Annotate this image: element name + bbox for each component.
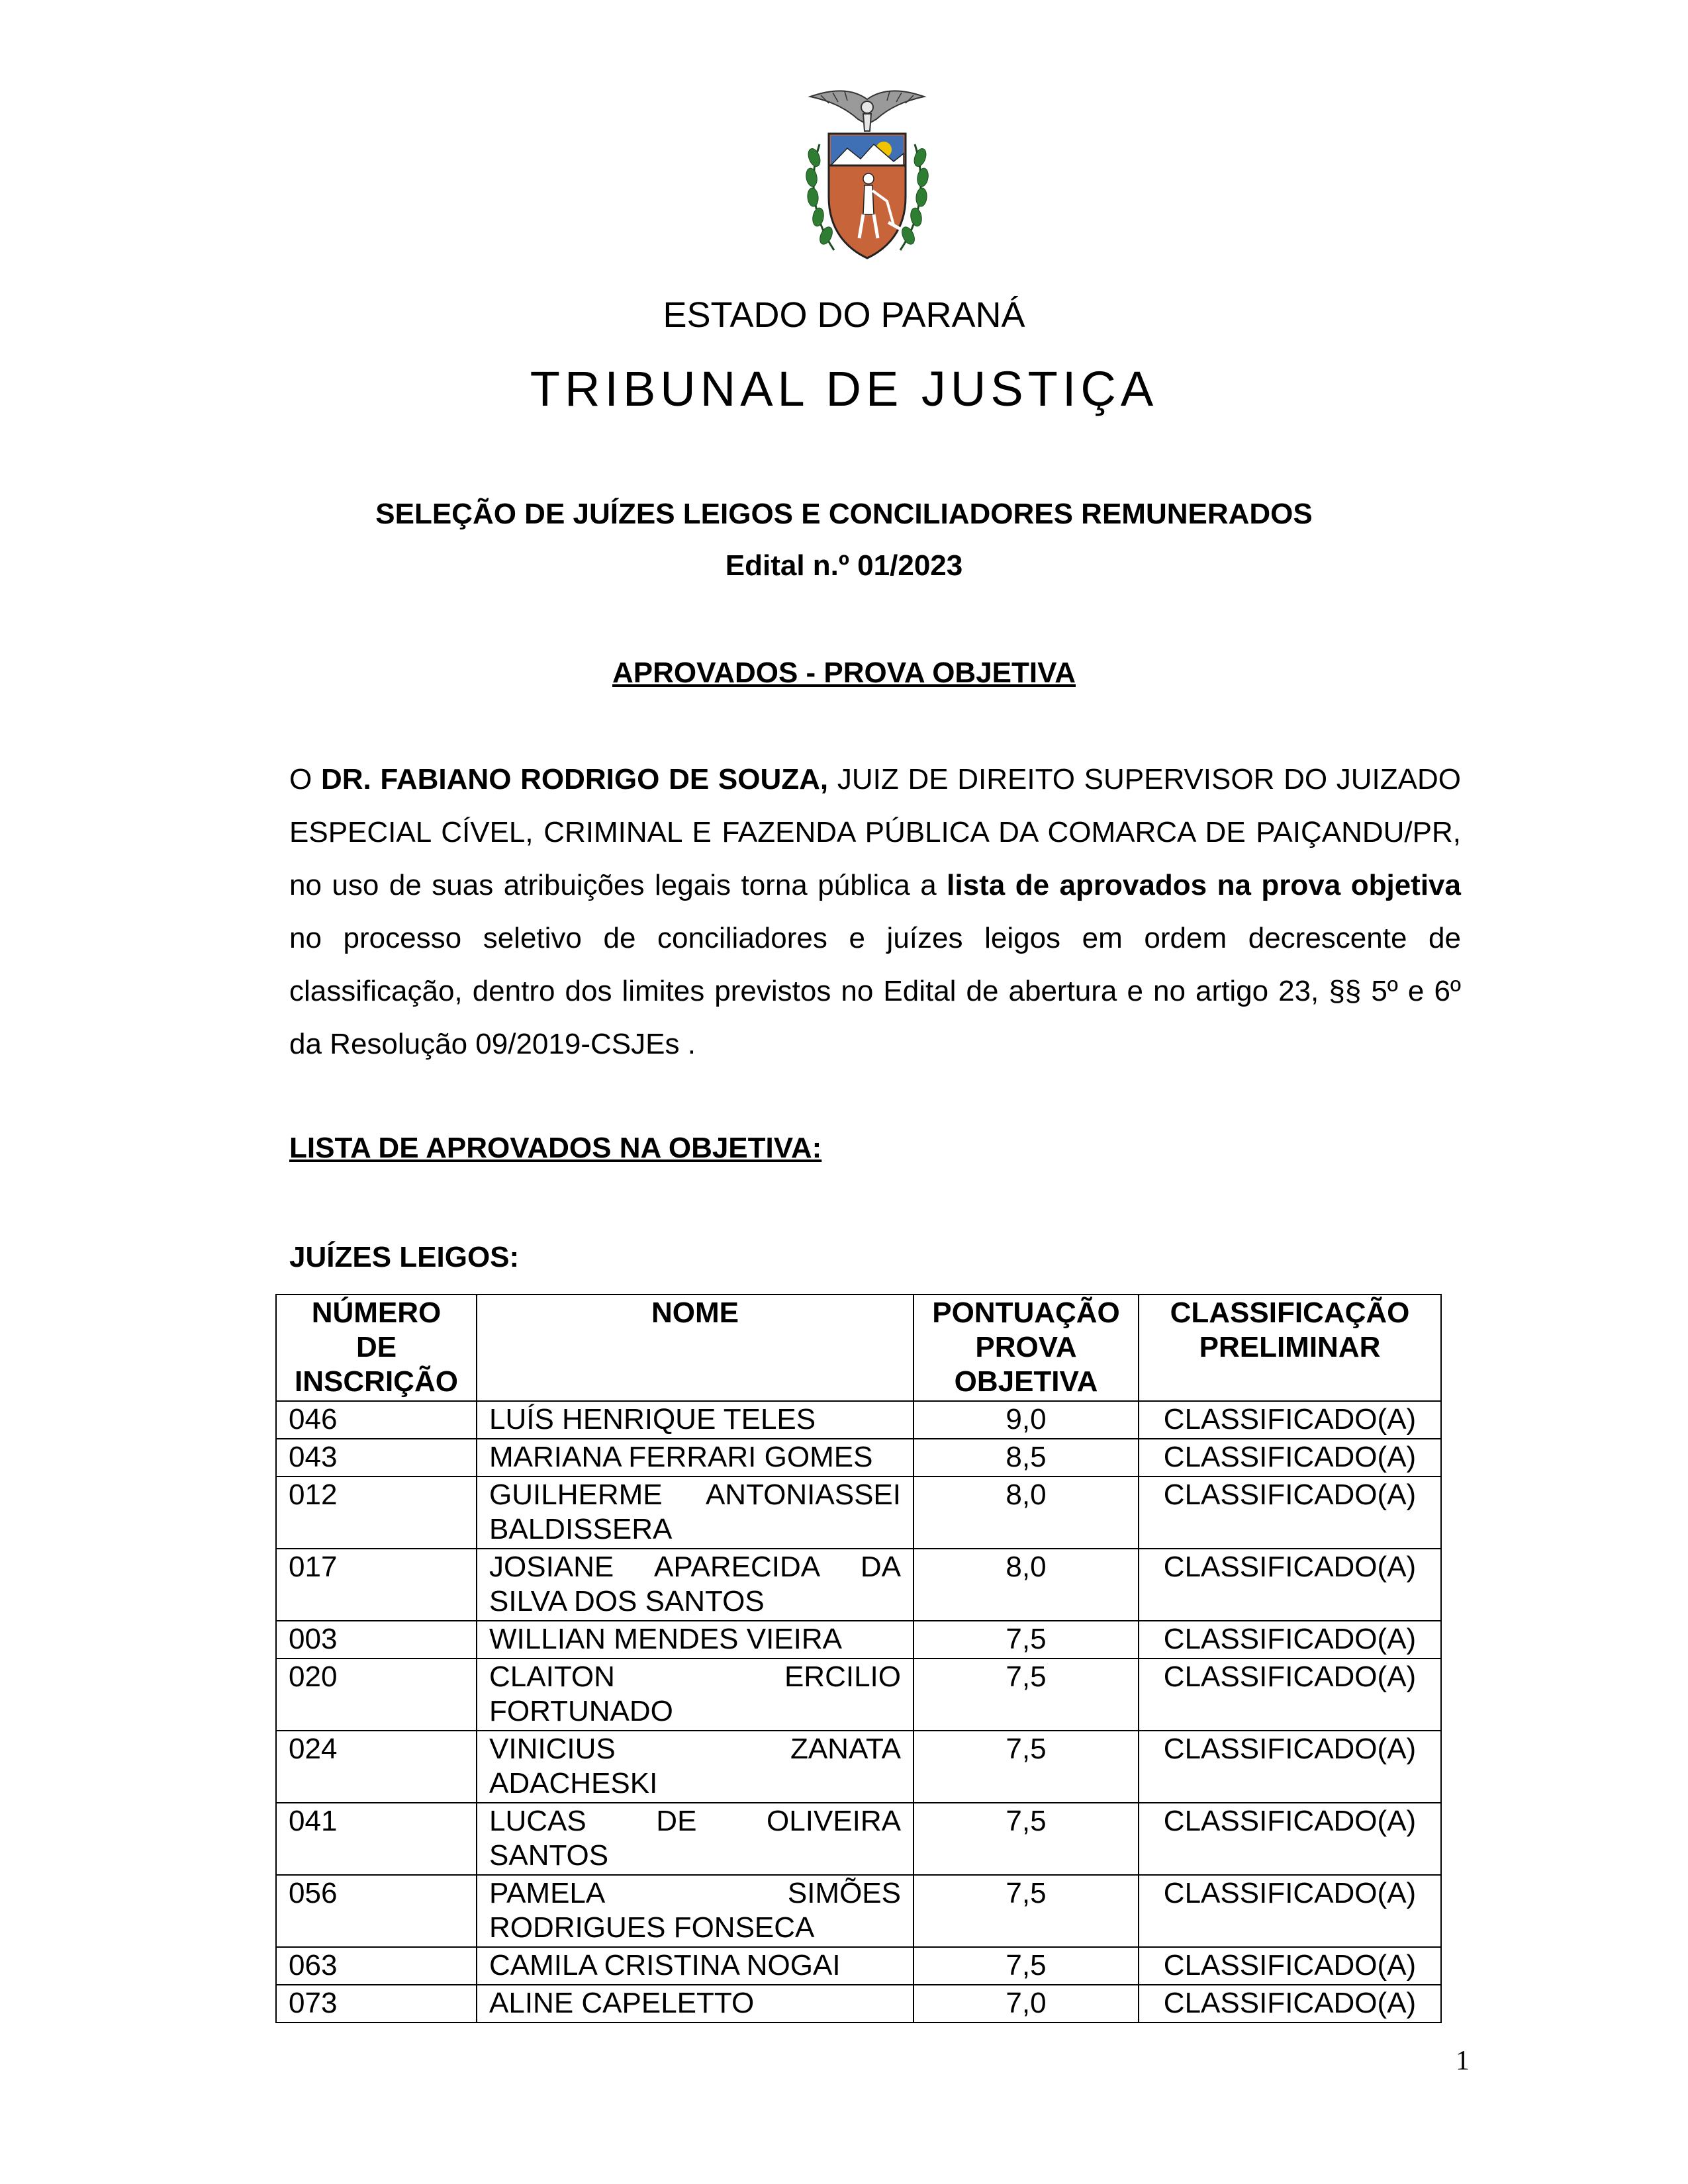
page-number: 1 (1456, 2046, 1470, 2076)
cell-score: 7,5 (914, 1947, 1139, 1985)
intro-paragraph (289, 753, 1461, 1071)
section-title: JUÍZES LEIGOS: (289, 1241, 520, 1273)
table-row (276, 1621, 1441, 1659)
table-row (276, 1947, 1441, 1985)
intro-highlight: lista de aprovados na prova objetiva (947, 869, 1461, 901)
header-name: NOME (477, 1295, 914, 1401)
cell-name: PAMELA SIMÕES RODRIGUES FONSECA (477, 1875, 914, 1947)
table-header-row (276, 1295, 1441, 1401)
cell-score: 7,5 (914, 1659, 1139, 1731)
cell-status: CLASSIFICADO(A) (1139, 1621, 1441, 1659)
cell-name: JOSIANE APARECIDA DA SILVA DOS SANTOS (477, 1549, 914, 1621)
cell-name: LUÍS HENRIQUE TELES (477, 1401, 914, 1439)
cell-score: 7,5 (914, 1803, 1139, 1875)
eagle-icon (810, 91, 924, 131)
cell-number: 020 (276, 1659, 477, 1731)
cell-score: 7,0 (914, 1985, 1139, 2023)
court-name: TRIBUNAL DE JUSTIÇA (530, 361, 1158, 416)
state-name: ESTADO DO PARANÁ (663, 295, 1025, 335)
cell-number: 041 (276, 1803, 477, 1875)
cell-number: 056 (276, 1875, 477, 1947)
cell-score: 9,0 (914, 1401, 1139, 1439)
cell-name: ALINE CAPELETTO (477, 1985, 914, 2023)
table-row (276, 1477, 1441, 1549)
cell-score: 7,5 (914, 1875, 1139, 1947)
cell-status: CLASSIFICADO(A) (1139, 1875, 1441, 1947)
cell-score: 8,0 (914, 1477, 1139, 1549)
cell-number: 012 (276, 1477, 477, 1549)
judge-name: DR. FABIANO RODRIGO DE SOUZA, (320, 763, 829, 796)
cell-number: 024 (276, 1731, 477, 1803)
shield-icon (829, 134, 906, 258)
parana-coat-of-arms (794, 85, 940, 270)
edital-number: Edital n.º 01/2023 (725, 549, 963, 582)
cell-score: 8,5 (914, 1439, 1139, 1477)
results-table (275, 1294, 1442, 2023)
table-row (276, 1985, 1441, 2023)
cell-status: CLASSIFICADO(A) (1139, 1477, 1441, 1549)
cell-number: 043 (276, 1439, 477, 1477)
cell-status: CLASSIFICADO(A) (1139, 1731, 1441, 1803)
list-title: LISTA DE APROVADOS NA OBJETIVA: (289, 1132, 822, 1164)
cell-number: 073 (276, 1985, 477, 2023)
intro-text-middle: JUIZ DE DIREITO SUPERVISOR DO JUIZADO ESPECIAL CÍVEL, CRIMINAL E FAZENDA PÚBLICA DA COMARCA DE PAIÇANDU/PR, no uso de suas atribuições legais torna pública a (289, 763, 1462, 901)
cell-number: 017 (276, 1549, 477, 1621)
table-row (276, 1401, 1441, 1439)
cell-name: LUCAS DE OLIVEIRA SANTOS (477, 1803, 914, 1875)
cell-status: CLASSIFICADO(A) (1139, 1803, 1441, 1875)
header-number: NÚMERO DE INSCRIÇÃO (276, 1295, 477, 1401)
cell-status: CLASSIFICADO(A) (1139, 1985, 1441, 2023)
cell-status: CLASSIFICADO(A) (1139, 1401, 1441, 1439)
table-row (276, 1549, 1441, 1621)
cell-name: VINICIUS ZANATA ADACHESKI (477, 1731, 914, 1803)
cell-name: CLAITON ERCILIO FORTUNADO (477, 1659, 914, 1731)
table-row (276, 1875, 1441, 1947)
cell-number: 063 (276, 1947, 477, 1985)
cell-status: CLASSIFICADO(A) (1139, 1549, 1441, 1621)
table-row (276, 1659, 1441, 1731)
cell-number: 046 (276, 1401, 477, 1439)
selection-title: SELEÇÃO DE JUÍZES LEIGOS E CONCILIADORES REMUNERADOS (375, 498, 1313, 530)
cell-name: WILLIAN MENDES VIEIRA (477, 1621, 914, 1659)
table-row (276, 1731, 1441, 1803)
cell-score: 7,5 (914, 1731, 1139, 1803)
cell-number: 003 (276, 1621, 477, 1659)
intro-text-end: no processo seletivo de conciliadores e juízes leigos em ordem decrescente de classificação, dentro dos limites previstos no Edital de abertura e no artigo 23, §§ 5º e 6º da Resolução 09/2019-CSJEs . (289, 922, 1461, 1060)
cell-status: CLASSIFICADO(A) (1139, 1439, 1441, 1477)
table-row (276, 1803, 1441, 1875)
cell-status: CLASSIFICADO(A) (1139, 1947, 1441, 1985)
cell-name: CAMILA CRISTINA NOGAI (477, 1947, 914, 1985)
cell-score: 8,0 (914, 1549, 1139, 1621)
header-score: PONTUAÇÃO PROVA OBJETIVA (914, 1295, 1139, 1401)
approved-title: APROVADOS - PROVA OBJETIVA (612, 657, 1076, 689)
cell-status: CLASSIFICADO(A) (1139, 1659, 1441, 1731)
table-row (276, 1439, 1441, 1477)
cell-score: 7,5 (914, 1621, 1139, 1659)
cell-name: MARIANA FERRARI GOMES (477, 1439, 914, 1477)
intro-text-start: O (289, 763, 321, 796)
header-classification: CLASSIFICAÇÃO PRELIMINAR (1139, 1295, 1441, 1401)
cell-name: GUILHERME ANTONIASSEI BALDISSERA (477, 1477, 914, 1549)
